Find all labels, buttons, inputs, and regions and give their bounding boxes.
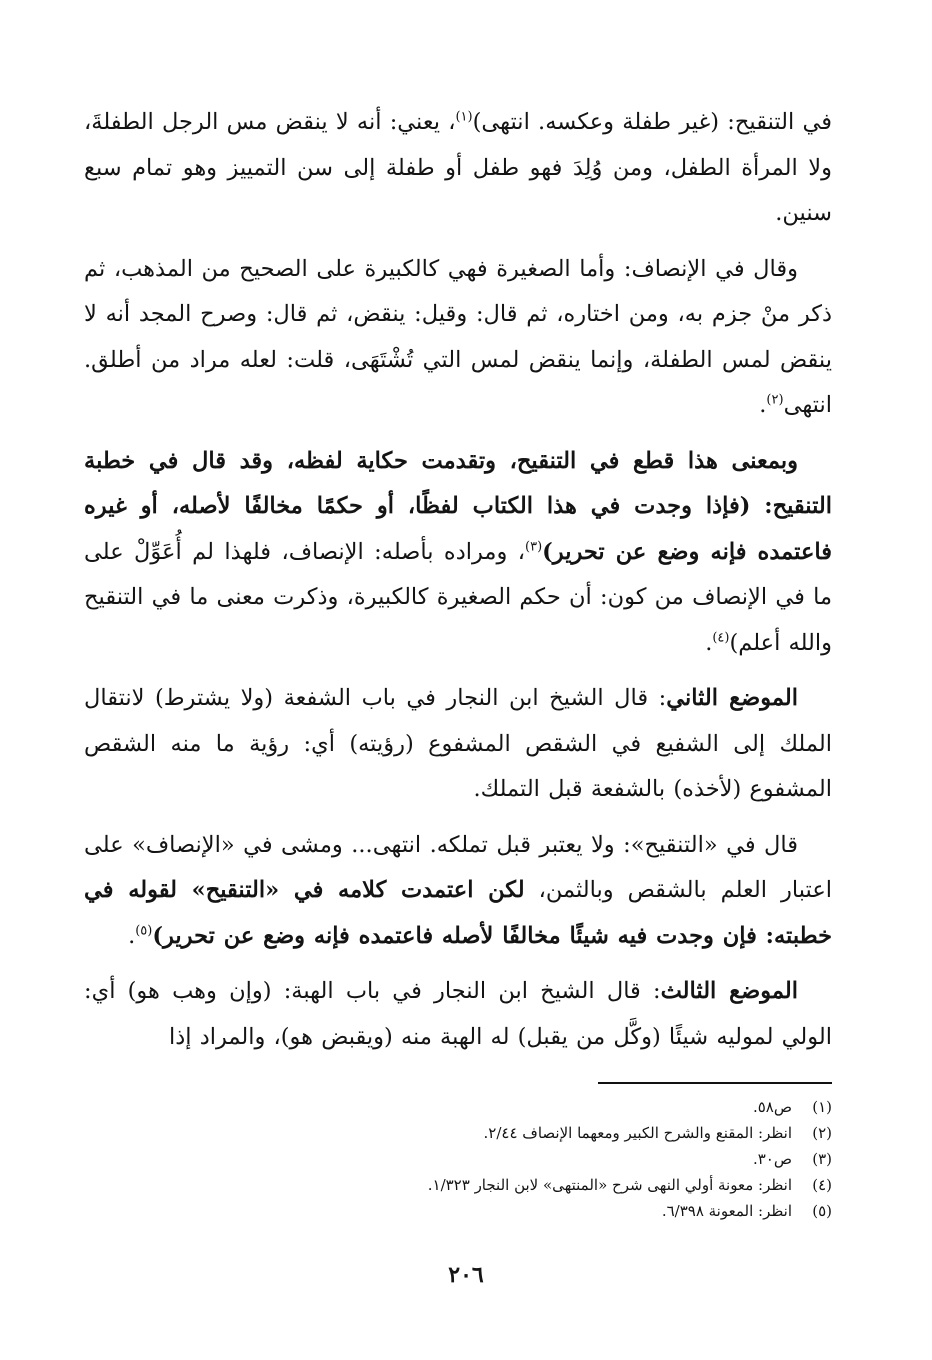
footnote-text: انظر: المعونة ٦/٣٩٨. [661, 1202, 792, 1220]
footnote-marker: (٥) [135, 923, 153, 938]
text-run: ، ومراده بأصله: الإنصاف، فلهذا لم أُعَوِّلْ على ما في الإنصاف من كون: أن حكم الصغيرة كالكبيرة، وذكرت معنى ما في التنقيح والله أعلم) [84, 538, 832, 656]
footnote-4 [84, 1172, 832, 1198]
paragraph-2 [84, 247, 832, 429]
footnote-text: انظر: المقنع والشرح الكبير ومعهما الإنصاف ٢/٤٤. [483, 1124, 792, 1142]
footnote-3 [84, 1146, 832, 1172]
text-run: وقال في الإنصاف: وأما الصغيرة فهي كالكبيرة على الصحيح من المذهب، ثم ذكر منْ جزم به، ومن اختاره، ثم قال: وقيل: ينقض، ثم قال: وصرح المجد أنه لا ينقض لمس الطفلة، وإنما ينقض لمس التي تُشْتَهَى، قلت: لعله مراد من أطلق. انتهى [84, 255, 832, 418]
footnote-number: (٥) [812, 1202, 832, 1220]
footnote-number: (٣) [812, 1150, 832, 1168]
footnote-1 [84, 1094, 832, 1120]
text-run: قال في «التنقيح»: ولا يعتبر قبل تملكه. انتهى... ومشى في «الإنصاف» على اعتبار العلم بالشقص وبالثمن، [84, 831, 832, 903]
paragraph-6 [84, 969, 832, 1060]
footnote-separator [598, 1082, 832, 1084]
footnote-2 [84, 1120, 832, 1146]
footnote-marker: (١) [455, 109, 473, 125]
page-number: ٢٠٦ [448, 1262, 484, 1288]
text-run: ، يعني: أنه لا ينقض مس الرجل الطفلةَ، ولا المرأة الطفل، ومن وُلِدَ فهو طفل أو طفلة إلى سن التمييز وهو تمام سبع سنين. [84, 109, 832, 226]
text-run: . [759, 392, 767, 418]
footnote-number: (١) [812, 1098, 832, 1116]
paragraph-5 [84, 823, 832, 960]
footnote-number: (٤) [812, 1176, 832, 1194]
paragraph-3 [84, 439, 832, 667]
footnote-text: ص٥٨. [752, 1098, 792, 1116]
footnote-marker: (٢) [766, 392, 784, 408]
paragraph-4 [84, 676, 832, 813]
bold-text-run: لكن اعتمدت كلامه في «التنقيح» لقوله في خطبته: فإن وجدت فيه شيئًا مخالفًا لأصله فاعتمده فإنه وضع عن تحرير) [84, 877, 832, 949]
body-text [84, 100, 832, 1070]
footnote-5 [84, 1198, 832, 1224]
text-run: . [128, 922, 136, 949]
paragraph-1 [84, 100, 832, 237]
footnote-text: ص٣٠. [752, 1150, 792, 1168]
bold-text-run: وبمعنى هذا قطع في التنقيح، وتقدمت حكاية لفظه، وقد قال في خطبة التنقيح: (فإذا وجدت في هذا الكتاب لفظًا، أو حكمًا مخالفًا لأصله، أو غيره فاعتمده فإنه وضع عن تحرير) [84, 447, 832, 565]
text-run: : قال الشيخ ابن النجار في باب الشفعة (ولا يشترط) لانتقال الملك إلى الشفيع في الشقص المشفوع (رؤيته) أي: رؤية ما منه الشقص المشفوع (لأخذه) بالشفعة قبل التملك. [84, 685, 832, 802]
footnote-marker: (٤) [712, 630, 730, 645]
footnote-marker: (٣) [525, 539, 543, 554]
bold-text-run: الموضع الثالث [660, 978, 798, 1004]
footnotes [84, 1094, 832, 1224]
text-run: : قال الشيخ ابن النجار في باب الهبة: (وإن وهب هو) أي: الولي لموليه شيئًا (وكَّل من يقبل) له الهبة منه (ويقبض هو)، والمراد إذا [84, 978, 832, 1050]
footnote-text: انظر: معونة أولي النهى شرح «المنتهى» لابن النجار ١/٣٢٣. [427, 1176, 792, 1194]
footnote-number: (٢) [812, 1124, 832, 1142]
text-run: . [705, 629, 713, 656]
bold-text-run: الموضع الثاني [666, 685, 798, 711]
text-run: في التنقيح: (غير طفلة وعكسه. انتهى) [472, 109, 832, 135]
